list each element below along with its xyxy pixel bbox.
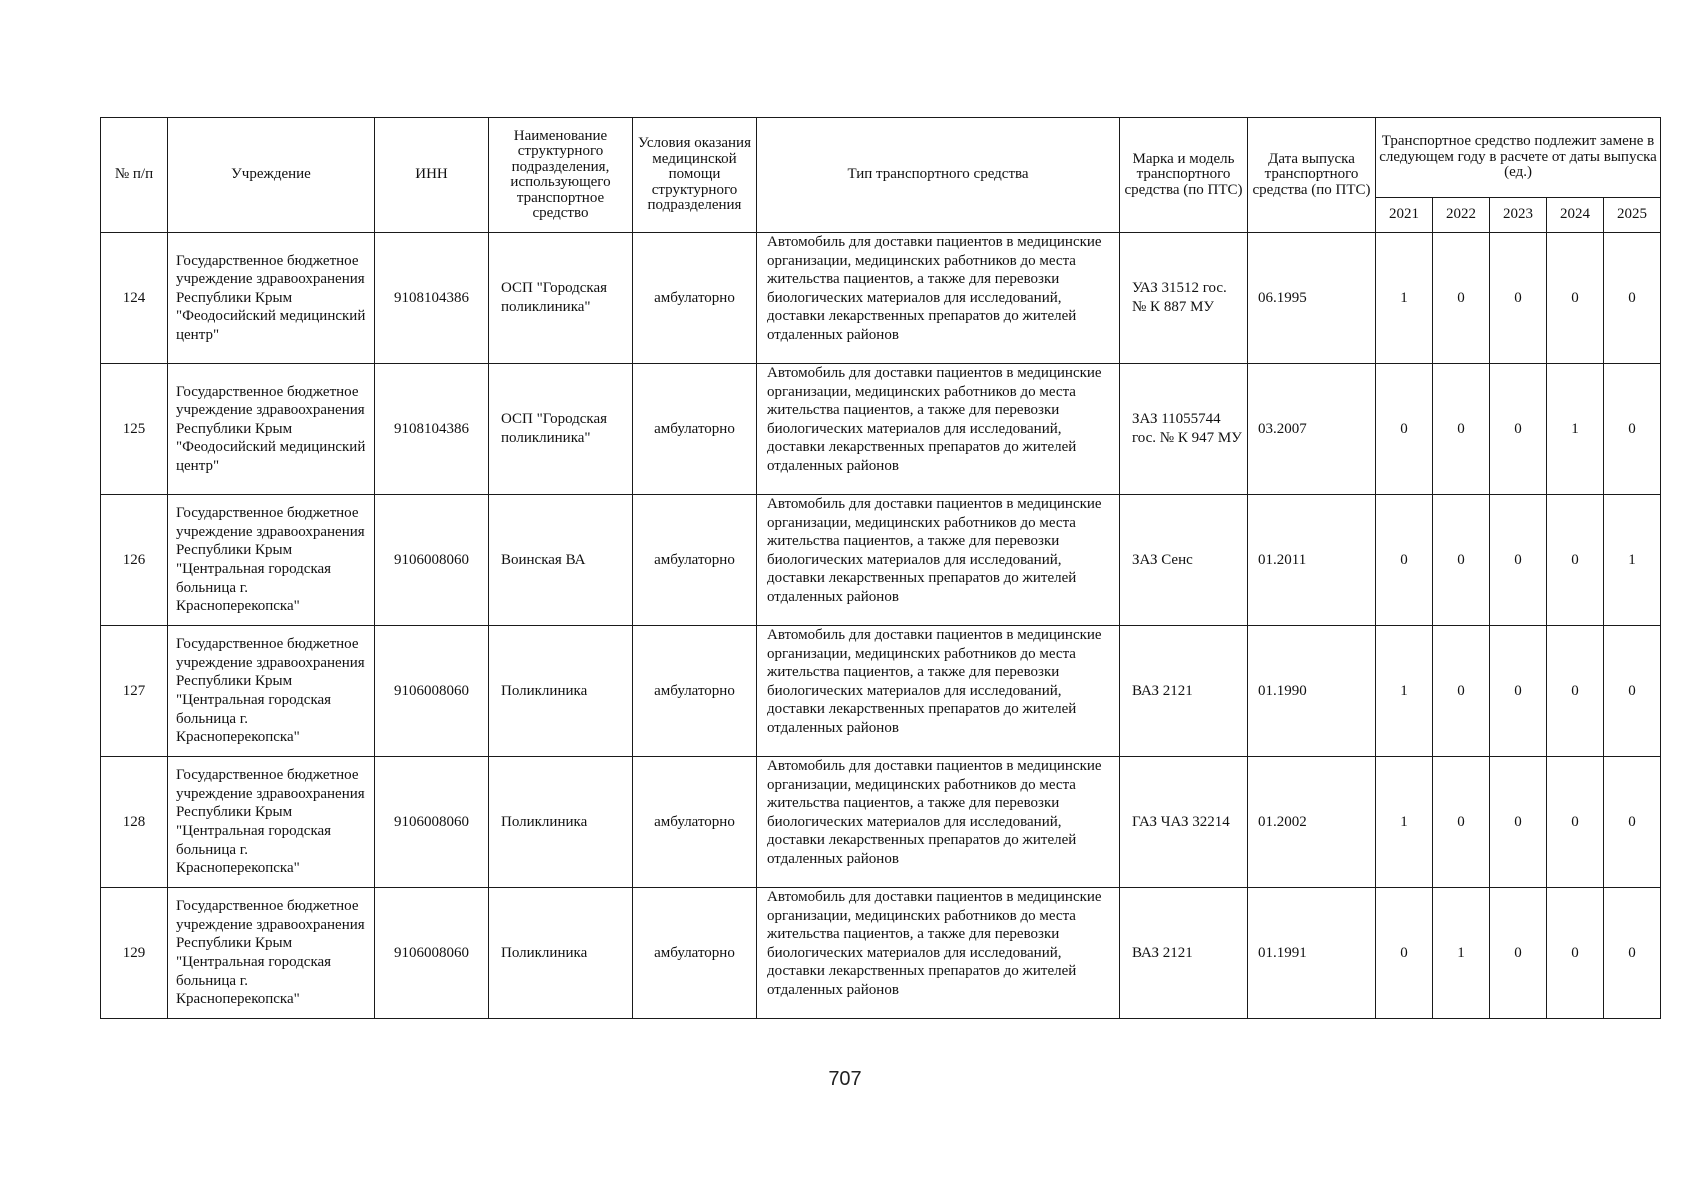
inn-cell: 9106008060 <box>375 495 489 626</box>
header-year-2021: 2021 <box>1376 198 1433 233</box>
table-row <box>101 757 1661 888</box>
page-number: 707 <box>828 1068 862 1090</box>
department-cell: Поликлиника <box>489 757 633 888</box>
replacement-cell-2021: 0 <box>1376 364 1433 495</box>
model-cell: ГАЗ ЧАЗ 32214 <box>1120 757 1248 888</box>
replacement-cell-2025: 0 <box>1604 888 1661 1019</box>
model-cell: ЗАЗ 11055744 гос. № К 947 МУ <box>1120 364 1248 495</box>
header-replacement: Транспортное средство подлежит замене в следующем году в расчете от даты выпуска (ед.) <box>1376 118 1661 198</box>
replacement-cell-2023: 0 <box>1490 757 1547 888</box>
table-header <box>101 118 1661 233</box>
vehicle-replacement-table <box>100 117 1661 1019</box>
table-body <box>101 233 1661 1019</box>
department-cell: ОСП "Городская поликлиника" <box>489 364 633 495</box>
vehicle-type-cell: Автомобиль для доставки пациентов в медицинские организации, медицинских работников до места жительства пациентов, а также для перевозки биологических материалов для исследований, доставки лекарственных препаратов до жителей отдаленных районов <box>757 495 1120 626</box>
header-num: № п/п <box>101 118 168 233</box>
replacement-cell-2021: 1 <box>1376 757 1433 888</box>
vehicle-type-cell: Автомобиль для доставки пациентов в медицинские организации, медицинских работников до места жительства пациентов, а также для перевозки биологических материалов для исследований, доставки лекарственных препаратов до жителей отдаленных районов <box>757 888 1120 1019</box>
vehicle-type-cell: Автомобиль для доставки пациентов в медицинские организации, медицинских работников до места жительства пациентов, а также для перевозки биологических материалов для исследований, доставки лекарственных препаратов до жителей отдаленных районов <box>757 757 1120 888</box>
table-row <box>101 626 1661 757</box>
replacement-cell-2025: 0 <box>1604 233 1661 364</box>
inn-cell: 9108104386 <box>375 233 489 364</box>
institution-cell: Государственное бюджетное учреждение здравоохранения Республики Крым "Центральная городская больница г. Красноперекопска" <box>168 757 375 888</box>
replacement-cell-2025: 0 <box>1604 626 1661 757</box>
conditions-cell: амбулаторно <box>633 888 757 1019</box>
vehicle-type-cell: Автомобиль для доставки пациентов в медицинские организации, медицинских работников до места жительства пациентов, а также для перевозки биологических материалов для исследований, доставки лекарственных препаратов до жителей отдаленных районов <box>757 626 1120 757</box>
row-number: 125 <box>101 364 168 495</box>
release-date-cell: 01.2002 <box>1248 757 1376 888</box>
department-cell: ОСП "Городская поликлиника" <box>489 233 633 364</box>
department-cell: Поликлиника <box>489 626 633 757</box>
row-number: 126 <box>101 495 168 626</box>
replacement-cell-2024: 0 <box>1547 626 1604 757</box>
header-inn: ИНН <box>375 118 489 233</box>
table-row <box>101 495 1661 626</box>
header-year-2024: 2024 <box>1547 198 1604 233</box>
replacement-cell-2024: 0 <box>1547 888 1604 1019</box>
replacement-cell-2025: 1 <box>1604 495 1661 626</box>
release-date-cell: 01.1990 <box>1248 626 1376 757</box>
replacement-cell-2022: 0 <box>1433 626 1490 757</box>
row-number: 129 <box>101 888 168 1019</box>
header-conditions: Условия оказания медицинской помощи структурного подразделения <box>633 118 757 233</box>
header-year-2025: 2025 <box>1604 198 1661 233</box>
conditions-cell: амбулаторно <box>633 495 757 626</box>
release-date-cell: 06.1995 <box>1248 233 1376 364</box>
model-cell: ВАЗ 2121 <box>1120 626 1248 757</box>
model-cell: УАЗ 31512 гос. № К 887 МУ <box>1120 233 1248 364</box>
replacement-cell-2022: 0 <box>1433 233 1490 364</box>
replacement-cell-2024: 0 <box>1547 757 1604 888</box>
replacement-cell-2024: 0 <box>1547 233 1604 364</box>
replacement-cell-2023: 0 <box>1490 626 1547 757</box>
replacement-cell-2023: 0 <box>1490 495 1547 626</box>
conditions-cell: амбулаторно <box>633 757 757 888</box>
table-row <box>101 233 1661 364</box>
header-department: Наименование структурного подразделения, использующего транспортное средство <box>489 118 633 233</box>
table-row <box>101 364 1661 495</box>
vehicle-type-cell: Автомобиль для доставки пациентов в медицинские организации, медицинских работников до места жительства пациентов, а также для перевозки биологических материалов для исследований, доставки лекарственных препаратов до жителей отдаленных районов <box>757 233 1120 364</box>
replacement-cell-2025: 0 <box>1604 757 1661 888</box>
conditions-cell: амбулаторно <box>633 364 757 495</box>
replacement-cell-2021: 0 <box>1376 495 1433 626</box>
header-year-2023: 2023 <box>1490 198 1547 233</box>
replacement-cell-2023: 0 <box>1490 888 1547 1019</box>
row-number: 128 <box>101 757 168 888</box>
replacement-cell-2021: 0 <box>1376 888 1433 1019</box>
conditions-cell: амбулаторно <box>633 233 757 364</box>
replacement-cell-2023: 0 <box>1490 364 1547 495</box>
header-model: Марка и модель транспортного средства (по ПТС) <box>1120 118 1248 233</box>
department-cell: Воинская ВА <box>489 495 633 626</box>
institution-cell: Государственное бюджетное учреждение здравоохранения Республики Крым "Феодосийский медицинский центр" <box>168 364 375 495</box>
header-vehicle-type: Тип транспортного средства <box>757 118 1120 233</box>
model-cell: ЗАЗ Сенс <box>1120 495 1248 626</box>
replacement-cell-2024: 1 <box>1547 364 1604 495</box>
release-date-cell: 01.1991 <box>1248 888 1376 1019</box>
replacement-cell-2021: 1 <box>1376 233 1433 364</box>
institution-cell: Государственное бюджетное учреждение здравоохранения Республики Крым "Феодосийский медицинский центр" <box>168 233 375 364</box>
inn-cell: 9108104386 <box>375 364 489 495</box>
header-institution: Учреждение <box>168 118 375 233</box>
replacement-cell-2023: 0 <box>1490 233 1547 364</box>
institution-cell: Государственное бюджетное учреждение здравоохранения Республики Крым "Центральная городская больница г. Красноперекопска" <box>168 495 375 626</box>
replacement-cell-2022: 0 <box>1433 495 1490 626</box>
replacement-cell-2022: 1 <box>1433 888 1490 1019</box>
replacement-cell-2021: 1 <box>1376 626 1433 757</box>
header-year-2022: 2022 <box>1433 198 1490 233</box>
release-date-cell: 03.2007 <box>1248 364 1376 495</box>
institution-cell: Государственное бюджетное учреждение здравоохранения Республики Крым "Центральная городская больница г. Красноперекопска" <box>168 888 375 1019</box>
row-number: 124 <box>101 233 168 364</box>
release-date-cell: 01.2011 <box>1248 495 1376 626</box>
institution-cell: Государственное бюджетное учреждение здравоохранения Республики Крым "Центральная городская больница г. Красноперекопска" <box>168 626 375 757</box>
inn-cell: 9106008060 <box>375 757 489 888</box>
table-row <box>101 888 1661 1019</box>
inn-cell: 9106008060 <box>375 626 489 757</box>
header-release-date: Дата выпуска транспортного средства (по ПТС) <box>1248 118 1376 233</box>
row-number: 127 <box>101 626 168 757</box>
model-cell: ВАЗ 2121 <box>1120 888 1248 1019</box>
vehicle-type-cell: Автомобиль для доставки пациентов в медицинские организации, медицинских работников до места жительства пациентов, а также для перевозки биологических материалов для исследований, доставки лекарственных препаратов до жителей отдаленных районов <box>757 364 1120 495</box>
replacement-cell-2022: 0 <box>1433 757 1490 888</box>
replacement-cell-2024: 0 <box>1547 495 1604 626</box>
replacement-cell-2025: 0 <box>1604 364 1661 495</box>
department-cell: Поликлиника <box>489 888 633 1019</box>
conditions-cell: амбулаторно <box>633 626 757 757</box>
replacement-cell-2022: 0 <box>1433 364 1490 495</box>
inn-cell: 9106008060 <box>375 888 489 1019</box>
